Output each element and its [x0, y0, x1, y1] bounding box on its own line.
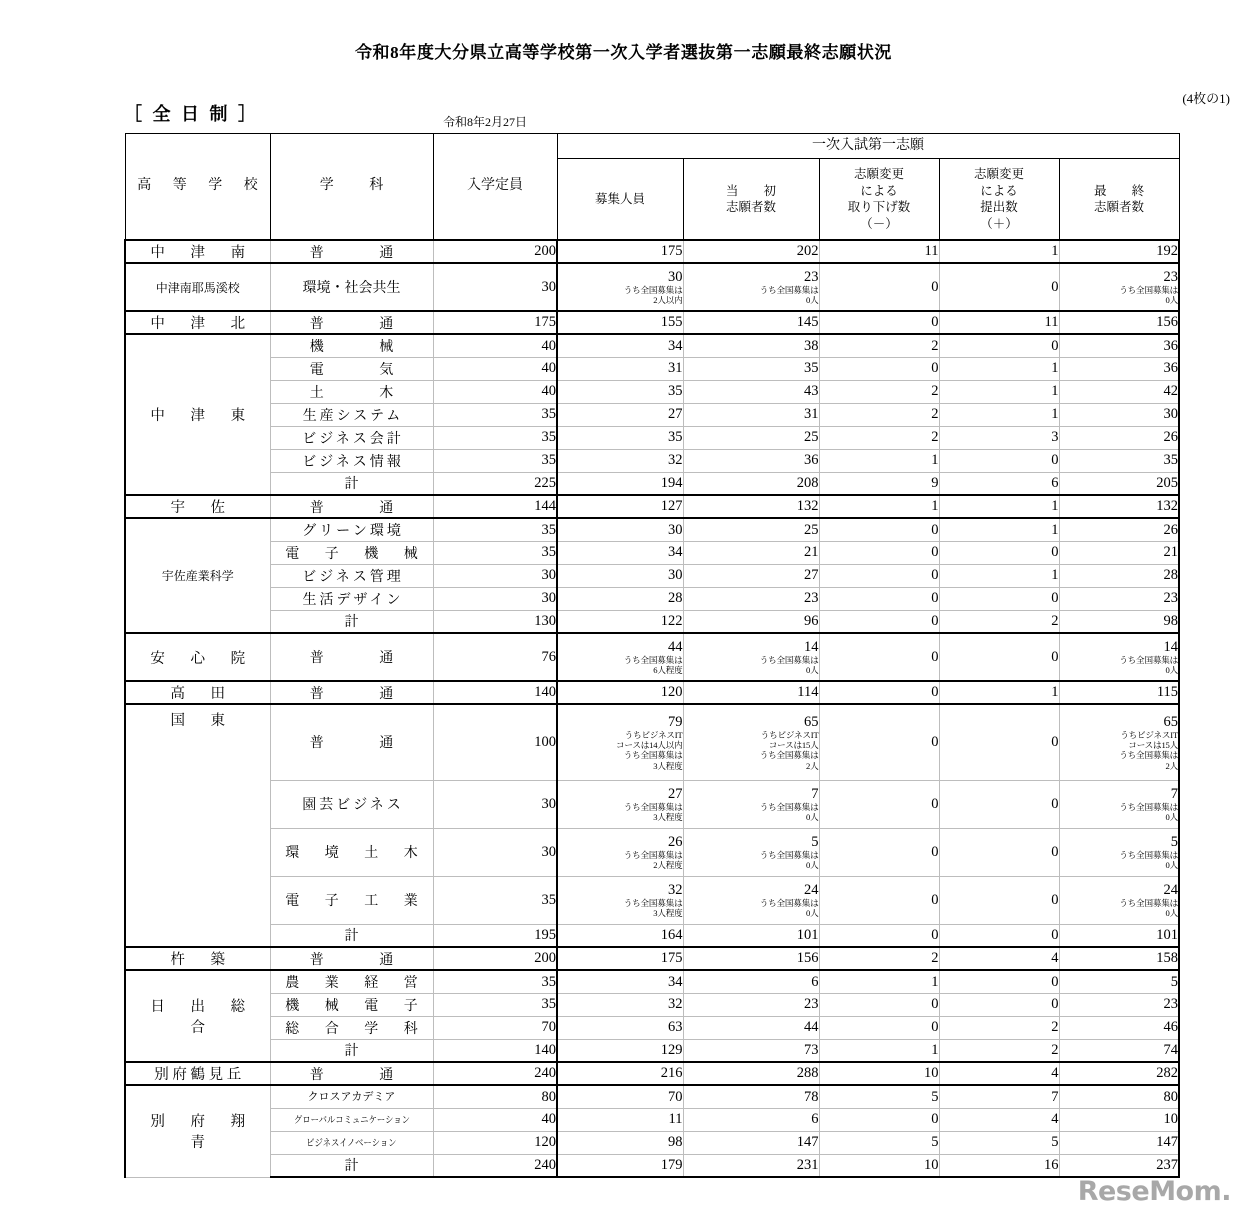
cell-capacity: 200 — [433, 240, 557, 263]
cell-submit: 0 — [939, 876, 1059, 924]
cell-withdraw: 1 — [819, 449, 939, 472]
cell-submit: 0 — [939, 970, 1059, 993]
cell-withdraw: 9 — [819, 472, 939, 495]
cell-capacity: 80 — [433, 1085, 557, 1108]
cell-initial: 156 — [683, 947, 819, 970]
cell-department: 生活デザイン — [270, 587, 433, 610]
table-row — [125, 704, 1179, 780]
cell-withdraw: 5 — [819, 1131, 939, 1154]
cell-submit: 4 — [939, 947, 1059, 970]
table-row — [125, 924, 1179, 947]
table-row — [125, 357, 1179, 380]
cell-final: 30 — [1059, 403, 1179, 426]
cell-recruit: 127 — [557, 495, 683, 518]
cell-recruit: 28 — [557, 587, 683, 610]
cell-recruit: 31 — [557, 357, 683, 380]
cell-capacity: 30 — [433, 780, 557, 828]
cell-final: 46 — [1059, 1016, 1179, 1039]
cell-final: 36 — [1059, 357, 1179, 380]
cell-withdraw: 2 — [819, 403, 939, 426]
cell-final: 14 うち全国募集は 0人 — [1059, 633, 1179, 681]
cell-withdraw: 1 — [819, 970, 939, 993]
cell-department: 機 械 電 子 — [270, 993, 433, 1016]
cell-recruit: 34 — [557, 334, 683, 357]
cell-capacity: 100 — [433, 704, 557, 780]
cell-department: 電 子 機 械 — [270, 541, 433, 564]
cell-submit: 16 — [939, 1154, 1059, 1177]
cell-initial: 38 — [683, 334, 819, 357]
col-header-capacity: 入学定員 — [433, 134, 557, 241]
cell-initial: 6 — [683, 970, 819, 993]
cell-school: 中 津 東 — [125, 334, 270, 495]
cell-initial: 231 — [683, 1154, 819, 1177]
cell-department: ビジネス管理 — [270, 564, 433, 587]
cell-submit: 0 — [939, 828, 1059, 876]
table-row — [125, 518, 1179, 541]
cell-initial: 288 — [683, 1062, 819, 1085]
cell-recruit: 129 — [557, 1039, 683, 1062]
cell-capacity: 30 — [433, 263, 557, 311]
cell-initial: 35 — [683, 357, 819, 380]
cell-department: 普 通 — [270, 633, 433, 681]
table-row — [125, 426, 1179, 449]
cell-recruit: 30 — [557, 564, 683, 587]
issue-date: 令和8年2月27日 — [443, 115, 528, 129]
cell-final: 23 — [1059, 587, 1179, 610]
cell-final: 65 うちビジネスIT コースは15人 うち全国募集は 2人 — [1059, 704, 1179, 780]
cell-withdraw: 0 — [819, 263, 939, 311]
cell-recruit: 11 — [557, 1108, 683, 1131]
cell-recruit: 164 — [557, 924, 683, 947]
cell-final: 36 — [1059, 334, 1179, 357]
cell-capacity: 175 — [433, 311, 557, 334]
cell-department: クロスアカデミア — [270, 1085, 433, 1108]
cell-submit: 3 — [939, 426, 1059, 449]
cell-withdraw: 2 — [819, 334, 939, 357]
cell-withdraw: 0 — [819, 518, 939, 541]
cell-recruit: 44 うち全国募集は 6人程度 — [557, 633, 683, 681]
cell-department: 農 業 経 営 — [270, 970, 433, 993]
cell-recruit: 120 — [557, 681, 683, 704]
cell-submit: 6 — [939, 472, 1059, 495]
cell-capacity: 140 — [433, 1039, 557, 1062]
cell-capacity: 35 — [433, 518, 557, 541]
col-header-school: 高 等 学 校 — [125, 134, 270, 241]
cell-submit: 1 — [939, 357, 1059, 380]
table-row — [125, 993, 1179, 1016]
cell-recruit: 79 うちビジネスIT コースは14人以内 うち全国募集は 3人程度 — [557, 704, 683, 780]
cell-department: 総 合 学 科 — [270, 1016, 433, 1039]
cell-school: 安 心 院 — [125, 633, 270, 681]
cell-final: 35 — [1059, 449, 1179, 472]
page-title: 令和8年度大分県立高等学校第一次入学者選抜第一志願最終志願状況 — [354, 43, 893, 62]
cell-withdraw: 0 — [819, 993, 939, 1016]
cell-final: 5 — [1059, 970, 1179, 993]
cell-department: 計 — [270, 1154, 433, 1177]
cell-recruit: 35 — [557, 380, 683, 403]
cell-department: 計 — [270, 1039, 433, 1062]
cell-final: 192 — [1059, 240, 1179, 263]
cell-school: 別 府 翔 青 — [125, 1085, 270, 1177]
cell-department: 計 — [270, 924, 433, 947]
cell-capacity: 40 — [433, 334, 557, 357]
cell-withdraw: 0 — [819, 610, 939, 633]
cell-initial: 65 うちビジネスIT コースは15人 うち全国募集は 2人 — [683, 704, 819, 780]
cell-capacity: 240 — [433, 1154, 557, 1177]
cell-submit: 1 — [939, 380, 1059, 403]
cell-final: 10 — [1059, 1108, 1179, 1131]
cell-capacity: 76 — [433, 633, 557, 681]
cell-initial: 6 — [683, 1108, 819, 1131]
program-mode-label: ［ 全 日 制 ］ — [124, 104, 259, 124]
cell-recruit: 27 うち全国募集は 3人程度 — [557, 780, 683, 828]
cell-submit: 0 — [939, 924, 1059, 947]
col-header-group-first-choice: 一次入試第一志願 — [557, 134, 1179, 159]
cell-withdraw: 0 — [819, 311, 939, 334]
cell-department: 計 — [270, 472, 433, 495]
cell-capacity: 130 — [433, 610, 557, 633]
cell-school: 中津南耶馬溪校 — [125, 263, 270, 311]
cell-withdraw: 0 — [819, 924, 939, 947]
cell-withdraw: 0 — [819, 541, 939, 564]
cell-recruit: 32 — [557, 449, 683, 472]
cell-recruit: 30 — [557, 518, 683, 541]
cell-submit: 1 — [939, 403, 1059, 426]
cell-department: グリーン環境 — [270, 518, 433, 541]
cell-submit: 7 — [939, 1085, 1059, 1108]
cell-withdraw: 0 — [819, 633, 939, 681]
cell-capacity: 40 — [433, 357, 557, 380]
cell-submit: 0 — [939, 587, 1059, 610]
cell-capacity: 120 — [433, 1131, 557, 1154]
cell-initial: 25 — [683, 426, 819, 449]
cell-department: 機 械 — [270, 334, 433, 357]
cell-final: 26 — [1059, 518, 1179, 541]
cell-recruit: 179 — [557, 1154, 683, 1177]
cell-withdraw: 10 — [819, 1062, 939, 1085]
table-row — [125, 587, 1179, 610]
table-row — [125, 1108, 1179, 1131]
table-body — [125, 240, 1179, 1177]
cell-final: 5 うち全国募集は 0人 — [1059, 828, 1179, 876]
table-row — [125, 1131, 1179, 1154]
cell-final: 80 — [1059, 1085, 1179, 1108]
cell-department: 園芸ビジネス — [270, 780, 433, 828]
table-row — [125, 564, 1179, 587]
cell-recruit: 175 — [557, 240, 683, 263]
table-row — [125, 780, 1179, 828]
table-row — [125, 1016, 1179, 1039]
application-status-table — [124, 133, 1180, 1178]
table-row — [125, 1039, 1179, 1062]
cell-withdraw: 1 — [819, 1039, 939, 1062]
cell-initial: 147 — [683, 1131, 819, 1154]
cell-capacity: 200 — [433, 947, 557, 970]
cell-recruit: 98 — [557, 1131, 683, 1154]
cell-final: 147 — [1059, 1131, 1179, 1154]
cell-school: 中 津 北 — [125, 311, 270, 334]
cell-initial: 145 — [683, 311, 819, 334]
cell-department: 土 木 — [270, 380, 433, 403]
cell-department: 普 通 — [270, 495, 433, 518]
cell-recruit: 70 — [557, 1085, 683, 1108]
table-row — [125, 403, 1179, 426]
cell-recruit: 30 うち全国募集は 2人以内 — [557, 263, 683, 311]
cell-withdraw: 0 — [819, 1108, 939, 1131]
cell-capacity: 225 — [433, 472, 557, 495]
cell-final: 98 — [1059, 610, 1179, 633]
cell-recruit: 122 — [557, 610, 683, 633]
cell-department: 普 通 — [270, 704, 433, 780]
table-row — [125, 947, 1179, 970]
cell-initial: 101 — [683, 924, 819, 947]
cell-recruit: 34 — [557, 970, 683, 993]
cell-department: 計 — [270, 610, 433, 633]
cell-department: 普 通 — [270, 681, 433, 704]
cell-capacity: 70 — [433, 1016, 557, 1039]
col-header-department: 学 科 — [270, 134, 433, 241]
cell-submit: 0 — [939, 334, 1059, 357]
cell-capacity: 35 — [433, 449, 557, 472]
cell-recruit: 63 — [557, 1016, 683, 1039]
cell-withdraw: 0 — [819, 1016, 939, 1039]
cell-department: 電 子 工 業 — [270, 876, 433, 924]
cell-department: 普 通 — [270, 947, 433, 970]
cell-initial: 132 — [683, 495, 819, 518]
cell-initial: 23 — [683, 587, 819, 610]
cell-submit: 4 — [939, 1062, 1059, 1085]
table-row — [125, 828, 1179, 876]
table-row — [125, 380, 1179, 403]
cell-school: 国 東 — [125, 704, 270, 947]
cell-capacity: 35 — [433, 876, 557, 924]
cell-final: 23 うち全国募集は 0人 — [1059, 263, 1179, 311]
cell-school: 杵 築 — [125, 947, 270, 970]
table-row — [125, 1085, 1179, 1108]
cell-withdraw: 0 — [819, 876, 939, 924]
cell-final: 24 うち全国募集は 0人 — [1059, 876, 1179, 924]
cell-initial: 96 — [683, 610, 819, 633]
cell-initial: 73 — [683, 1039, 819, 1062]
cell-capacity: 30 — [433, 564, 557, 587]
cell-initial: 21 — [683, 541, 819, 564]
cell-submit: 0 — [939, 449, 1059, 472]
cell-school: 日 出 総 合 — [125, 970, 270, 1062]
col-header-withdraw: 志願変更 による 取り下げ数 （－） — [819, 159, 939, 241]
cell-submit: 0 — [939, 633, 1059, 681]
cell-withdraw: 0 — [819, 828, 939, 876]
cell-school: 別 府 鶴 見 丘 — [125, 1062, 270, 1085]
table-row — [125, 633, 1179, 681]
table-row — [125, 681, 1179, 704]
cell-capacity: 140 — [433, 681, 557, 704]
cell-withdraw: 2 — [819, 947, 939, 970]
cell-withdraw: 0 — [819, 564, 939, 587]
cell-submit: 0 — [939, 780, 1059, 828]
col-header-recruit: 募集人員 — [557, 159, 683, 241]
cell-withdraw: 0 — [819, 780, 939, 828]
cell-final: 156 — [1059, 311, 1179, 334]
cell-initial: 23 — [683, 993, 819, 1016]
cell-capacity: 35 — [433, 993, 557, 1016]
cell-withdraw: 2 — [819, 426, 939, 449]
cell-submit: 0 — [939, 541, 1059, 564]
cell-withdraw: 0 — [819, 357, 939, 380]
col-header-final: 最 終 志願者数 — [1059, 159, 1179, 241]
cell-capacity: 40 — [433, 1108, 557, 1131]
cell-submit: 2 — [939, 1016, 1059, 1039]
cell-final: 26 — [1059, 426, 1179, 449]
table-row — [125, 311, 1179, 334]
cell-recruit: 34 — [557, 541, 683, 564]
col-header-initial: 当 初 志願者数 — [683, 159, 819, 241]
cell-initial: 7 うち全国募集は 0人 — [683, 780, 819, 828]
table-row — [125, 610, 1179, 633]
cell-department: ビジネス情報 — [270, 449, 433, 472]
cell-final: 132 — [1059, 495, 1179, 518]
cell-capacity: 30 — [433, 587, 557, 610]
cell-capacity: 35 — [433, 970, 557, 993]
cell-withdraw: 2 — [819, 380, 939, 403]
cell-withdraw: 0 — [819, 704, 939, 780]
cell-school: 中 津 南 — [125, 240, 270, 263]
cell-final: 282 — [1059, 1062, 1179, 1085]
cell-recruit: 32 うち全国募集は 3人程度 — [557, 876, 683, 924]
cell-initial: 24 うち全国募集は 0人 — [683, 876, 819, 924]
cell-final: 28 — [1059, 564, 1179, 587]
cell-submit: 2 — [939, 1039, 1059, 1062]
cell-withdraw: 0 — [819, 587, 939, 610]
cell-submit: 0 — [939, 993, 1059, 1016]
cell-department: 電 気 — [270, 357, 433, 380]
cell-final: 42 — [1059, 380, 1179, 403]
cell-final: 74 — [1059, 1039, 1179, 1062]
cell-capacity: 195 — [433, 924, 557, 947]
table-row — [125, 541, 1179, 564]
table-row — [125, 263, 1179, 311]
cell-final: 158 — [1059, 947, 1179, 970]
cell-withdraw: 1 — [819, 495, 939, 518]
cell-department: 普 通 — [270, 311, 433, 334]
table-row — [125, 334, 1179, 357]
cell-submit: 1 — [939, 240, 1059, 263]
cell-final: 23 — [1059, 993, 1179, 1016]
cell-capacity: 30 — [433, 828, 557, 876]
table-header — [125, 134, 1179, 241]
cell-department: 普 通 — [270, 1062, 433, 1085]
cell-recruit: 26 うち全国募集は 2人程度 — [557, 828, 683, 876]
cell-initial: 114 — [683, 681, 819, 704]
cell-school: 宇佐産業科学 — [125, 518, 270, 633]
cell-capacity: 35 — [433, 426, 557, 449]
cell-withdraw: 5 — [819, 1085, 939, 1108]
table-row — [125, 1062, 1179, 1085]
cell-submit: 1 — [939, 495, 1059, 518]
col-header-submit: 志願変更 による 提出数 （＋） — [939, 159, 1059, 241]
table-row — [125, 1154, 1179, 1177]
cell-submit: 5 — [939, 1131, 1059, 1154]
table-row — [125, 472, 1179, 495]
cell-initial: 36 — [683, 449, 819, 472]
cell-capacity: 240 — [433, 1062, 557, 1085]
cell-school: 宇 佐 — [125, 495, 270, 518]
cell-final: 237 — [1059, 1154, 1179, 1177]
cell-capacity: 144 — [433, 495, 557, 518]
table-row — [125, 240, 1179, 263]
cell-recruit: 155 — [557, 311, 683, 334]
cell-department: ビジネスイノベーション — [270, 1131, 433, 1154]
cell-school: 高 田 — [125, 681, 270, 704]
cell-recruit: 32 — [557, 993, 683, 1016]
cell-capacity: 35 — [433, 541, 557, 564]
cell-initial: 31 — [683, 403, 819, 426]
cell-department: グローバルコミュニケーション — [270, 1108, 433, 1131]
cell-recruit: 27 — [557, 403, 683, 426]
cell-final: 101 — [1059, 924, 1179, 947]
cell-capacity: 40 — [433, 380, 557, 403]
cell-recruit: 216 — [557, 1062, 683, 1085]
cell-submit: 2 — [939, 610, 1059, 633]
cell-recruit: 175 — [557, 947, 683, 970]
cell-submit: 1 — [939, 564, 1059, 587]
cell-final: 21 — [1059, 541, 1179, 564]
cell-department: 普 通 — [270, 240, 433, 263]
resemom-watermark: ReseMom. — [1077, 1176, 1231, 1207]
cell-capacity: 35 — [433, 403, 557, 426]
cell-submit: 0 — [939, 263, 1059, 311]
cell-recruit: 194 — [557, 472, 683, 495]
cell-final: 7 うち全国募集は 0人 — [1059, 780, 1179, 828]
table-row — [125, 495, 1179, 518]
cell-initial: 43 — [683, 380, 819, 403]
cell-initial: 25 — [683, 518, 819, 541]
cell-final: 115 — [1059, 681, 1179, 704]
cell-recruit: 35 — [557, 426, 683, 449]
cell-initial: 5 うち全国募集は 0人 — [683, 828, 819, 876]
cell-initial: 202 — [683, 240, 819, 263]
cell-submit: 0 — [939, 704, 1059, 780]
cell-withdraw: 11 — [819, 240, 939, 263]
cell-initial: 44 — [683, 1016, 819, 1039]
cell-initial: 23 うち全国募集は 0人 — [683, 263, 819, 311]
table-row — [125, 876, 1179, 924]
cell-department: 環 境 土 木 — [270, 828, 433, 876]
table-row — [125, 970, 1179, 993]
cell-initial: 14 うち全国募集は 0人 — [683, 633, 819, 681]
cell-initial: 27 — [683, 564, 819, 587]
cell-submit: 4 — [939, 1108, 1059, 1131]
cell-initial: 78 — [683, 1085, 819, 1108]
cell-submit: 11 — [939, 311, 1059, 334]
cell-department: 生産システム — [270, 403, 433, 426]
cell-submit: 1 — [939, 518, 1059, 541]
cell-withdraw: 0 — [819, 681, 939, 704]
cell-initial: 208 — [683, 472, 819, 495]
cell-department: 環境・社会共生 — [270, 263, 433, 311]
cell-department: ビジネス会計 — [270, 426, 433, 449]
cell-final: 205 — [1059, 472, 1179, 495]
cell-submit: 1 — [939, 681, 1059, 704]
sheet-number: (4枚の1) — [1182, 91, 1230, 106]
table-row — [125, 449, 1179, 472]
cell-withdraw: 10 — [819, 1154, 939, 1177]
